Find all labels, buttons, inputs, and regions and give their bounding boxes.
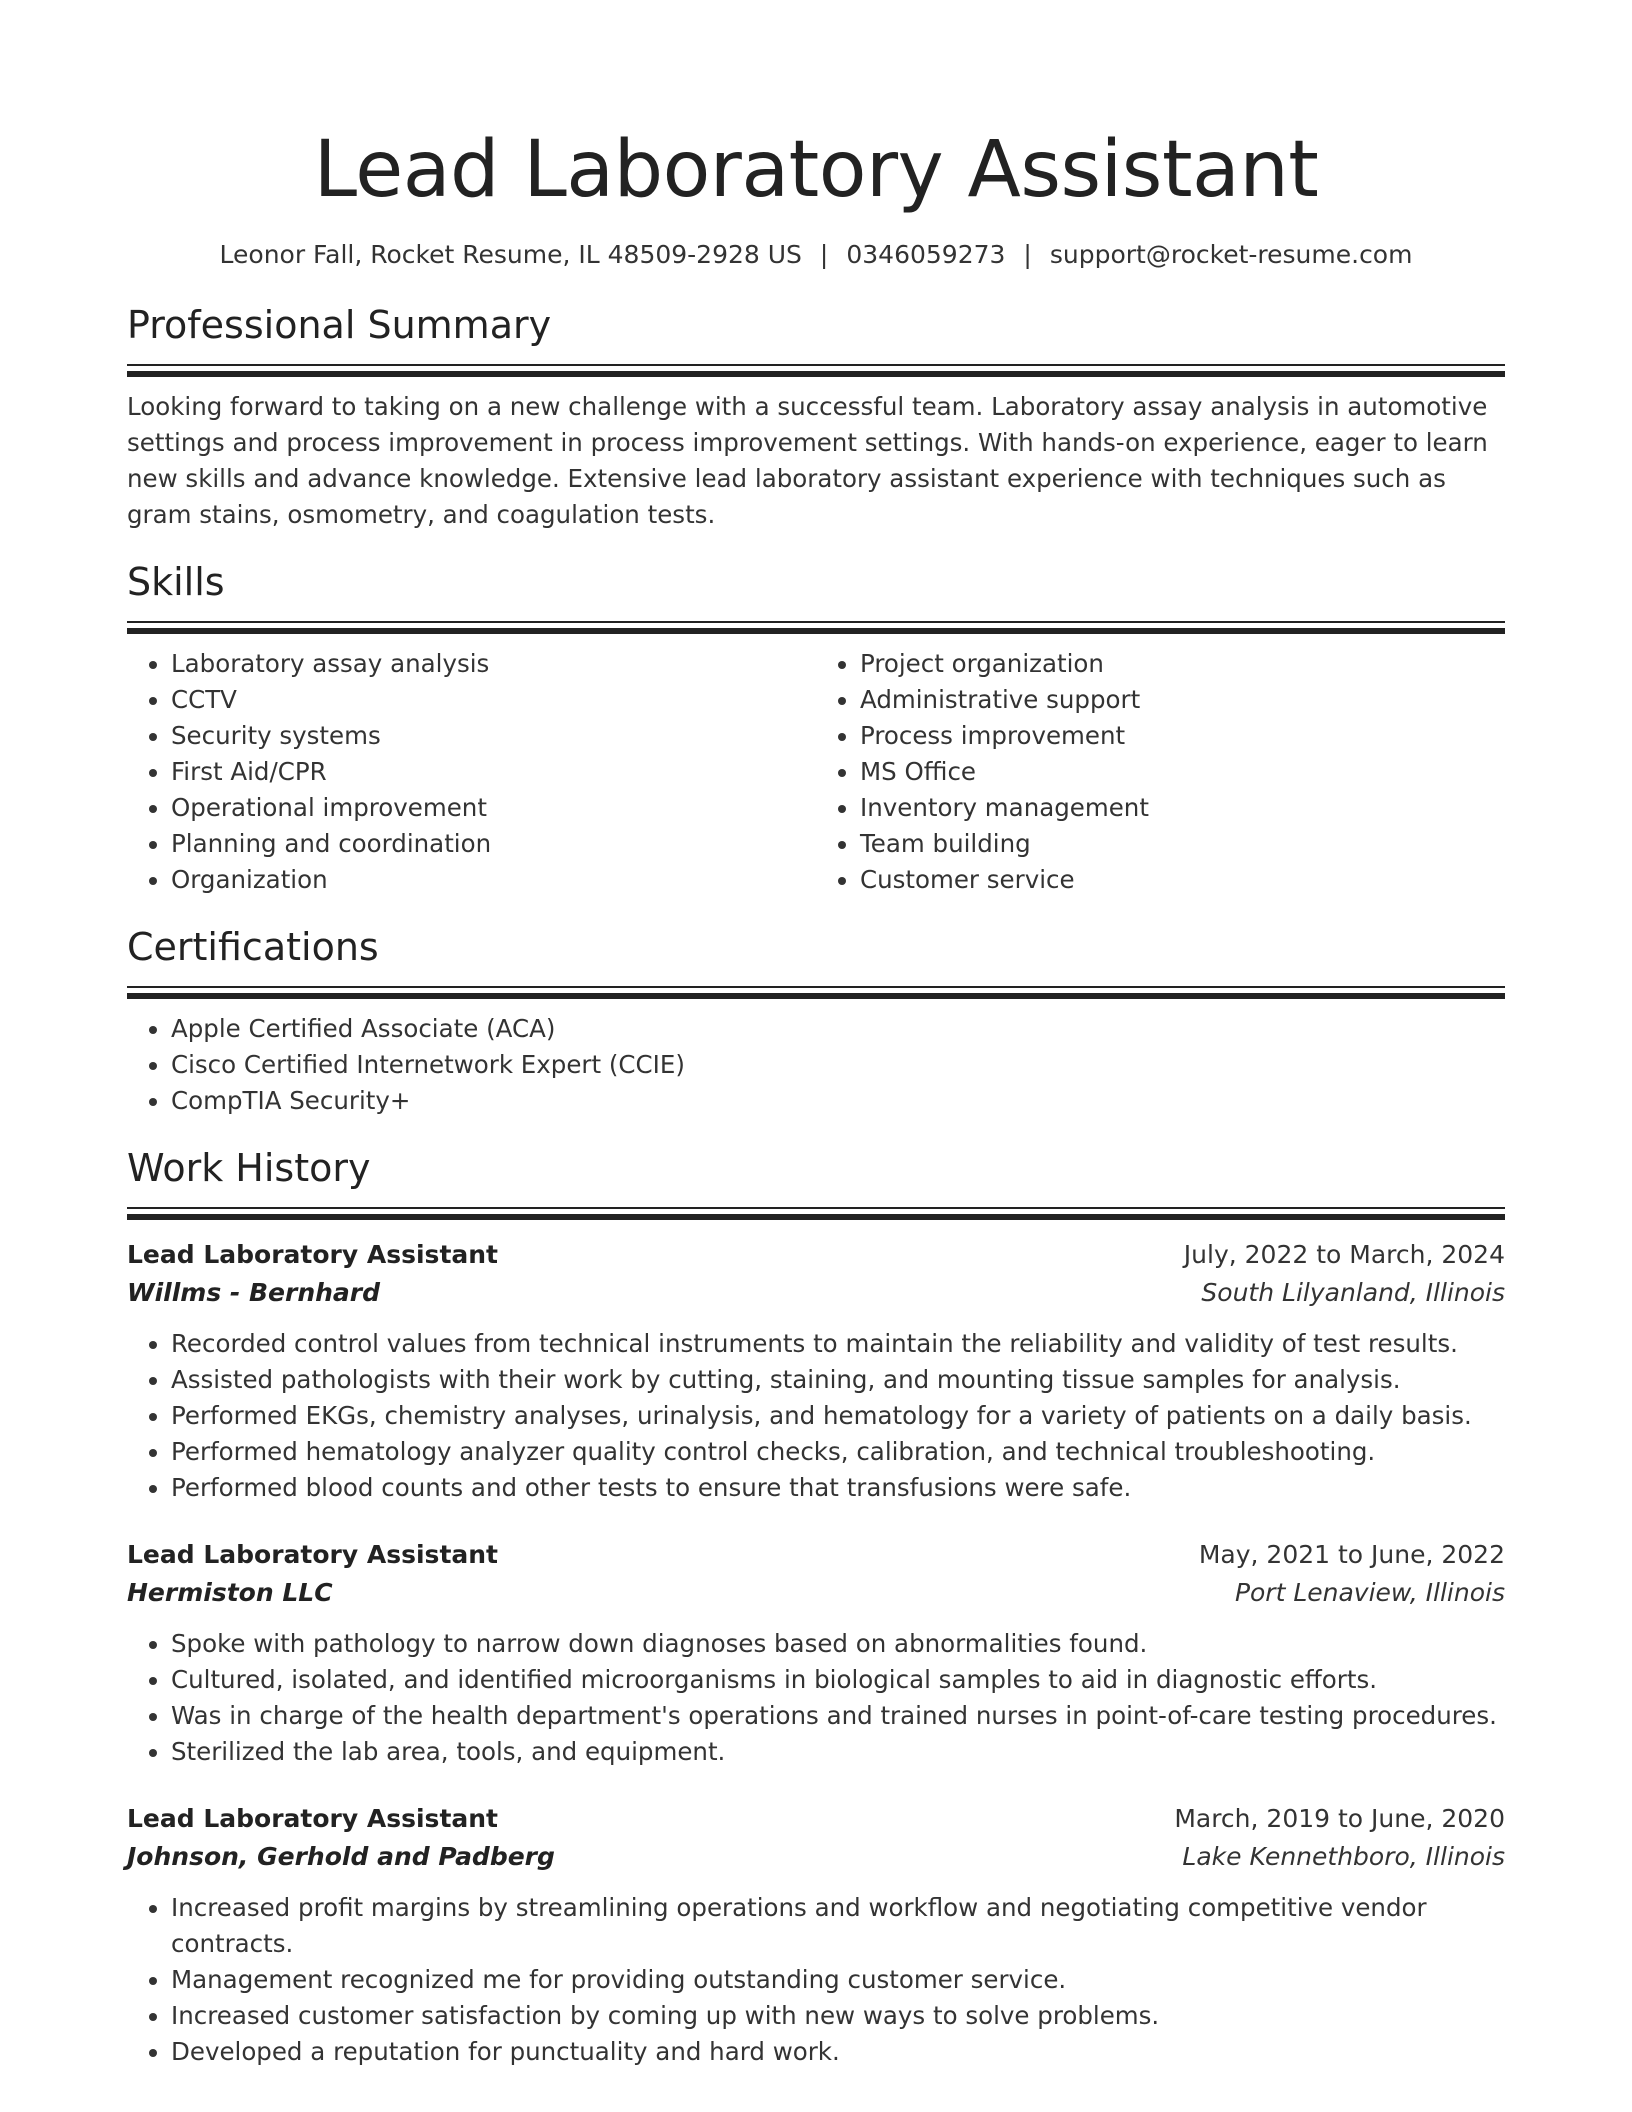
job-entry	[127, 1800, 1505, 2070]
list-item: • Project organization	[860, 646, 1505, 682]
list-item: • Operational improvement	[171, 790, 816, 826]
section-title-skills: Skills	[127, 560, 225, 604]
section-title-work-history: Work History	[127, 1146, 371, 1190]
job-header	[127, 1236, 1505, 1274]
list-item: • Performed blood counts and other tests to ensure that transfusions were safe.	[171, 1470, 1505, 1506]
list-item: • Increased profit margins by streamlining operations and workflow and negotiating competitive vendor contracts.	[171, 1890, 1505, 1962]
job-company: Willms - Bernhard	[127, 1278, 381, 1307]
list-item: • Assisted pathologists with their work by cutting, staining, and mounting tissue samples for analysis.	[171, 1362, 1505, 1398]
job-dates: March, 2019 to June, 2020	[1174, 1804, 1505, 1833]
list-item: • Customer service	[860, 862, 1505, 898]
list-item: • Was in charge of the health department's operations and trained nurses in point-of-care testing procedures.	[171, 1698, 1505, 1734]
section-divider	[127, 621, 1505, 634]
list-item: • Management recognized me for providing outstanding customer service.	[171, 1962, 1505, 1998]
section-title-certifications: Certifications	[127, 925, 379, 969]
list-item: • Inventory management	[860, 790, 1505, 826]
list-item: • Performed hematology analyzer quality control checks, calibration, and technical troubleshooting.	[171, 1434, 1505, 1470]
job-location: South Lilyanland, Illinois	[1201, 1278, 1505, 1307]
contact-line	[127, 238, 1505, 272]
skills-section	[127, 557, 1505, 898]
job-entry	[127, 1236, 1505, 1506]
section-divider	[127, 364, 1505, 377]
certifications-section	[127, 922, 1505, 1119]
list-item: • Planning and coordination	[171, 826, 816, 862]
list-item: • Spoke with pathology to narrow down diagnoses based on abnormalities found.	[171, 1626, 1505, 1662]
job-dates: May, 2021 to June, 2022	[1198, 1540, 1505, 1569]
summary-section	[127, 300, 1505, 533]
job-location: Port Lenaview, Illinois	[1234, 1578, 1505, 1607]
section-divider	[127, 1207, 1505, 1220]
list-item: • Performed EKGs, chemistry analyses, urinalysis, and hematology for a variety of patients on a daily basis.	[171, 1398, 1505, 1434]
contact-separator: |	[819, 240, 829, 269]
job-bullets	[127, 1326, 1505, 1506]
job-company: Hermiston LLC	[127, 1578, 333, 1607]
skills-grid	[127, 646, 1505, 898]
list-item: • Process improvement	[860, 718, 1505, 754]
job-dates: July, 2022 to March, 2024	[1183, 1240, 1505, 1269]
job-title: Lead Laboratory Assistant	[127, 1540, 499, 1569]
job-title: Lead Laboratory Assistant	[127, 1240, 499, 1269]
list-item: • Cisco Certified Internetwork Expert (CCIE)	[171, 1047, 1505, 1083]
job-location: Lake Kennethboro, Illinois	[1182, 1842, 1505, 1871]
list-item: • Recorded control values from technical instruments to maintain the reliability and validity of test results.	[171, 1326, 1505, 1362]
list-item: • Developed a reputation for punctuality and hard work.	[171, 2034, 1505, 2070]
list-item: • Security systems	[171, 718, 816, 754]
job-header	[127, 1800, 1505, 1838]
list-item: • Increased customer satisfaction by coming up with new ways to solve problems.	[171, 1998, 1505, 2034]
job-subheader	[127, 1574, 1505, 1612]
job-entry	[127, 1536, 1505, 1770]
job-title: Lead Laboratory Assistant	[127, 1804, 499, 1833]
list-item: • CompTIA Security+	[171, 1083, 1505, 1119]
contact-separator: |	[1023, 240, 1032, 269]
certifications-list	[127, 1011, 1505, 1119]
job-header	[127, 1536, 1505, 1574]
list-item: • Cultured, isolated, and identified microorganisms in biological samples to aid in diagnostic efforts.	[171, 1662, 1505, 1698]
job-bullets	[127, 1626, 1505, 1770]
list-item: • Team building	[860, 826, 1505, 862]
work-history-section	[127, 1143, 1505, 2070]
section-divider	[127, 986, 1505, 999]
list-item: • First Aid/CPR	[171, 754, 816, 790]
resume-title: Lead Laboratory Assistant	[313, 125, 1319, 215]
list-item: • Laboratory assay analysis	[171, 646, 816, 682]
summary-text: Looking forward to taking on a new challenge with a successful team. Laboratory assay analysis in automotive settings and process improvement in process improvement settings. With hands-on experience, eager to learn new skills and advance knowledge. Extensive lead laboratory assistant experience with techniques such as gram stains, osmometry, and coagulation tests.	[127, 392, 1488, 529]
list-item: • Administrative support	[860, 682, 1505, 718]
contact-email: support@rocket-resume.com	[1049, 240, 1413, 269]
contact-phone: 0346059273	[846, 240, 1006, 269]
list-item: • CCTV	[171, 682, 816, 718]
skills-list-right	[816, 646, 1505, 898]
list-item: • Organization	[171, 862, 816, 898]
contact-address: Leonor Fall, Rocket Resume, IL 48509-2928 US	[219, 240, 802, 269]
section-title-summary: Professional Summary	[127, 303, 552, 347]
list-item: • Sterilized the lab area, tools, and equipment.	[171, 1734, 1505, 1770]
job-subheader	[127, 1274, 1505, 1312]
list-item: • MS Office	[860, 754, 1505, 790]
job-company: Johnson, Gerhold and Padberg	[127, 1842, 555, 1871]
job-bullets	[127, 1890, 1505, 2070]
list-item: • Apple Certified Associate (ACA)	[171, 1011, 1505, 1047]
skills-list-left	[127, 646, 816, 898]
job-subheader	[127, 1838, 1505, 1876]
